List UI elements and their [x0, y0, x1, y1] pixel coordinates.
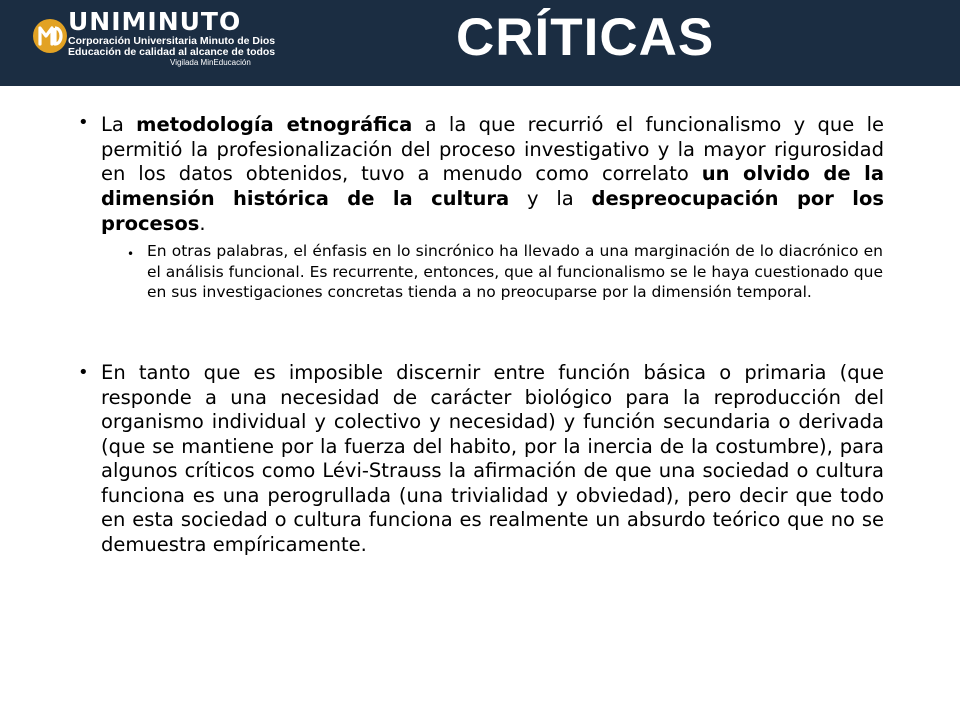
bullet-item-2: En tanto que es imposible discernir entre función básica o primaria (que responde a una necesidad de carácter biológico para la reproducción del organismo individual y colectivo y necesidad) y función secundaria o derivada (que se mantiene por la fuerza del habito, por la inercia de la costumbre), para algunos críticos como Lévi-Strauss la afirmación de que una sociedad o cultura funciona es una perogrullada (una trivialidad y obviedad), pero decir que todo en esta sociedad o cultura funciona es realmente un absurdo teórico que no se demuestra empíricamente.	[101, 361, 884, 556]
item1-emphasis-2: un olvido de la dimensión histórica de la cultura	[101, 162, 884, 211]
logo-tagline-2: Educación de calidad al alcance de todos	[68, 46, 276, 58]
logo-brand-name: UNIMINUTO	[68, 7, 242, 36]
item1-text-1: La	[101, 113, 137, 136]
logo-tagline-1: Corporación Universitaria Minuto de Dios	[68, 35, 276, 47]
item1-text-4: .	[199, 211, 206, 235]
item1-emphasis-1: metodología etnográfica	[136, 113, 413, 136]
item1-text-2: a la que recurrió el funcionalismo y que le permitió la profesionalización del proceso investigativo y la mayor rigurosidad en los datos obtenidos, tuvo a menudo como correlato	[101, 113, 885, 186]
logo-tagline-3: Vigilada MinEducación	[170, 58, 251, 67]
slide-title: CRÍTICAS	[456, 8, 715, 67]
item1-text-3: y la	[509, 187, 592, 211]
item1-emphasis-3: despreocupación por los procesos	[101, 187, 884, 235]
sub-bullet-icon: •	[127, 247, 135, 261]
sub-bullet-item: En otras palabras, el énfasis en lo sincrónico ha llevado a una marginación de lo diacrónico en el análisis funcional. Es recurrente, entonces, que al funcionalismo se le haya cuestionado que en sus investigaciones concretas tienda a no preocuparse por la dimensión temporal.	[147, 242, 883, 301]
bullet-icon: •	[78, 362, 89, 383]
bullet-icon: •	[78, 112, 89, 133]
bullet-item-1	[101, 113, 884, 237]
